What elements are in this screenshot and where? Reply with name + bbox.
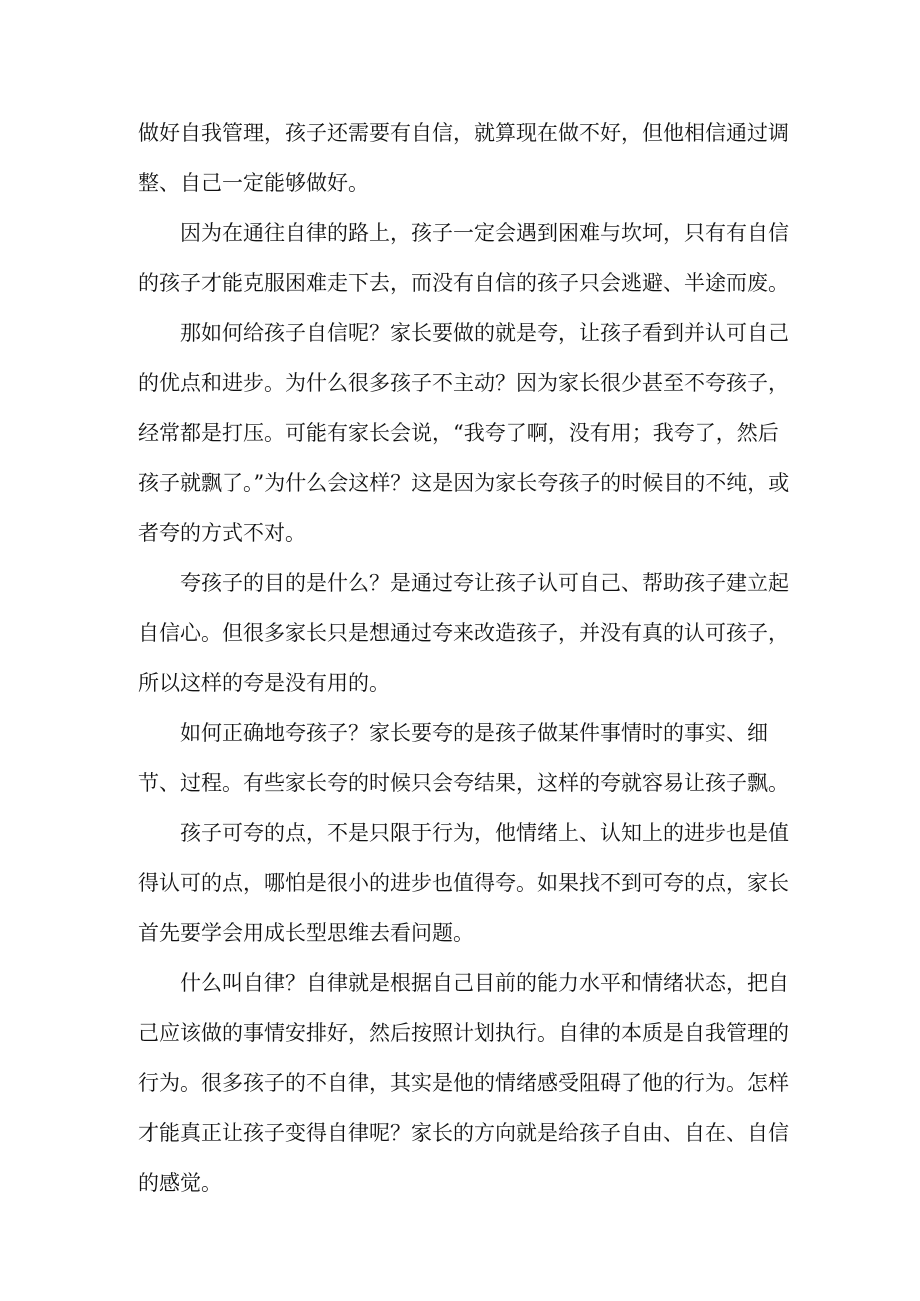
- paragraph-5: 如何正确地夸孩子？家长要夸的是孩子做某件事情时的事实、细节、过程。有些家长夸的时候只会夸结果，这样的夸就容易让孩子飘。: [138, 721, 789, 795]
- paragraph-2: 因为在通往自律的路上，孩子一定会遇到困难与坎坷，只有有自信的孩子才能克服困难走下去，而没有自信的孩子只会逃避、半途而废。: [138, 221, 789, 295]
- paragraph-6: 孩子可夸的点，不是只限于行为，他情绪上、认知上的进步也是值得认可的点，哪怕是很小的进步也值得夸。如果找不到可夸的点，家长首先要学会用成长型思维去看问题。: [138, 821, 789, 945]
- paragraph-7: 什么叫自律？自律就是根据自己目前的能力水平和情绪状态，把自己应该做的事情安排好，然后按照计划执行。自律的本质是自我管理的行为。很多孩子的不自律，其实是他的情绪感受阻碍了他的行为。怎样才能真正让孩子变得自律呢？家长的方向就是给孩子自由、自在、自信的感觉。: [138, 971, 789, 1195]
- paragraph-3: 那如何给孩子自信呢？家长要做的就是夸，让孩子看到并认可自己的优点和进步。为什么很多孩子不主动？因为家长很少甚至不夸孩子，经常都是打压。可能有家长会说，“我夸了啊，没有用；我夸了，然后孩子就飘了。”为什么会这样？这是因为家长夸孩子的时候目的不纯，或者夸的方式不对。: [138, 321, 790, 545]
- body-text: [138, 108, 798, 1208]
- paragraph-1: 做好自我管理，孩子还需要有自信，就算现在做不好，但他相信通过调整、自己一定能够做好。: [138, 121, 789, 195]
- paragraph-4: 夸孩子的目的是什么？是通过夸让孩子认可自己、帮助孩子建立起自信心。但很多家长只是想通过夸来改造孩子，并没有真的认可孩子，所以这样的夸是没有用的。: [138, 571, 789, 695]
